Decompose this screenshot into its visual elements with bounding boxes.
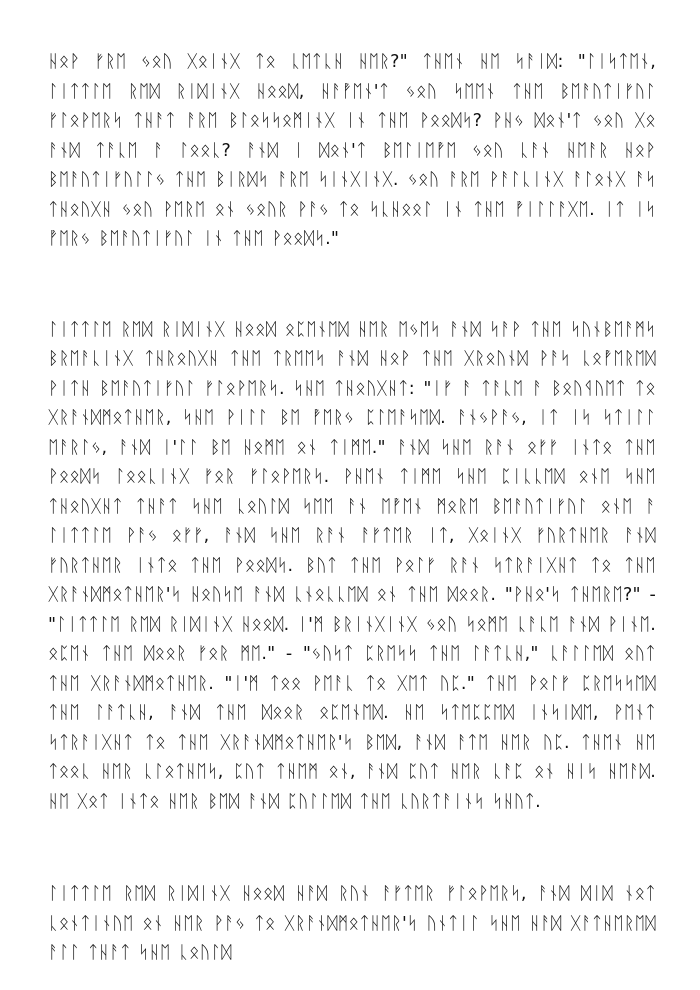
paragraph-1: ᚺᛟᚹ ᚠᚱᛖ ᛃᛟᚢ ᚷᛟᛁᚾᚷ ᛏᛟ ᚳᛖᛏᚳᚺ ᚺᛖᚱ?" ᛏᚺᛖᚾ ᚺᛖ ᛋᚨᛁᛞ: "ᛚᛁᛋᛏᛖᚾ, ᛚᛁᛏᛏᛚᛖ ᚱᛖᛞ ᚱᛁᛞᛁᚾᚷ ᚺᛟᛟᛞ, ᚺᚨᚡᛖᚾ'ᛏ ᛃᛟᚢ ᛋᛖᛖᚾ ᛏᚺᛖ ᛒᛖᚨᚢᛏᛁᚠᚢᛚ ᚠᛚᛟᚹᛖᚱᛋ ᛏᚺᚨᛏ ᚨᚱᛖ ᛒᛚᛟᛋᛋᛟᛗᛁᚾᚷ ᛁᚾ ᛏᚺᛖ ᚹᛟᛟᛞᛋ? ᚹᚺᛃ ᛞᛟᚾ'ᛏ ᛃᛟᚢ ᚷᛟ ᚨᚾᛞ ᛏᚨᚳᛖ ᚨ ᛚᛟᛟᚳ? ᚨᚾᛞ ᛁ ᛞᛟᚾ'ᛏ ᛒᛖᛚᛁᛖᚡᛖ ᛃᛟᚢ ᚳᚨᚾ ᚺᛖᚨᚱ ᚺᛟᚹ ᛒᛖᚨᚢᛏᛁᚠᚢᛚᛚᛃ ᛏᚺᛖ ᛒᛁᚱᛞᛋ ᚨᚱᛖ ᛋᛁᚾᚷᛁᚾᚷ. ᛃᛟᚢ ᚨᚱᛖ ᚹᚨᛚᚳᛁᚾᚷ ᚨᛚᛟᚾᚷ ᚨᛋ ᛏᚺᛟᚢᚷᚺ ᛃᛟᚢ ᚹᛖᚱᛖ ᛟᚾ ᛃᛟᚢᚱ ᚹᚨᛃ ᛏᛟ ᛋᚳᚺᛟᛟᛚ ᛁᚾ ᛏᚺᛖ ᚡᛁᛚᛚᚨᚷᛖ. ᛁᛏ ᛁᛋ ᚡᛖᚱᛃ ᛒᛖᚨᚢᛏᛁᚠᚢᛚ ᛁᚾ ᛏᚺᛖ ᚹᛟᛟᛞᛋ." <box>48 52 656 249</box>
paragraph-3: ᛚᛁᛏᛏᛚᛖ ᚱᛖᛞ ᚱᛁᛞᛁᚾᚷ ᚺᛟᛟᛞ ᚺᚨᛞ ᚱᚢᚾ ᚨᚠᛏᛖᚱ ᚠᛚᛟᚹᛖᚱᛋ, ᚨᚾᛞ ᛞᛁᛞ ᚾᛟᛏ ᚳᛟᚾᛏᛁᚾᚢᛖ ᛟᚾ ᚺᛖᚱ ᚹᚨᛃ ᛏᛟ ᚷᚱᚨᚾᛞᛗᛟᛏᚺᛖᚱ'ᛋ ᚢᚾᛏᛁᛚ ᛋᚺᛖ ᚺᚨᛞ ᚷᚨᛏᚺᛖᚱᛖᛞ ᚨᛚᛚ ᛏᚺᚨᛏ ᛋᚺᛖ ᚳᛟᚢᛚᛞ <box>48 884 656 963</box>
paragraph-2: ᛚᛁᛏᛏᛚᛖ ᚱᛖᛞ ᚱᛁᛞᛁᚾᚷ ᚺᛟᛟᛞ ᛟᛈᛖᚾᛖᛞ ᚺᛖᚱ ᛖᛃᛖᛋ ᚨᚾᛞ ᛋᚨᚹ ᛏᚺᛖ ᛋᚢᚾᛒᛖᚨᛗᛋ ᛒᚱᛖᚨᚳᛁᚾᚷ ᛏᚺᚱᛟᚢᚷᚺ ᛏᚺᛖ ᛏᚱᛖᛖᛋ ᚨᚾᛞ ᚺᛟᚹ ᛏᚺᛖ ᚷᚱᛟᚢᚾᛞ ᚹᚨᛋ ᚳᛟᚡᛖᚱᛖᛞ ᚹᛁᛏᚺ ᛒᛖᚨᚢᛏᛁᚠᚢᛚ ᚠᛚᛟᚹᛖᚱᛋ. ᛋᚺᛖ ᛏᚺᛟᚢᚷᚺᛏ: "ᛁᚠ ᚨ ᛏᚨᚳᛖ ᚨ ᛒᛟᚢᛩᚢᛖᛏ ᛏᛟ ᚷᚱᚨᚾᛞᛗᛟᛏᚺᛖᚱ, ᛋᚺᛖ ᚹᛁᛚᛚ ᛒᛖ ᚡᛖᚱᛃ ᛈᛚᛖᚨᛋᛖᛞ. ᚨᚾᛃᚹᚨᛃ, ᛁᛏ ᛁᛋ ᛋᛏᛁᛚᛚ ᛖᚨᚱᛚᛃ, ᚨᚾᛞ ᛁ'ᛚᛚ ᛒᛖ ᚺᛟᛗᛖ ᛟᚾ ᛏᛁᛗᛖ." ᚨᚾᛞ ᛋᚺᛖ ᚱᚨᚾ ᛟᚠᚠ ᛁᚾᛏᛟ ᛏᚺᛖ ᚹᛟᛟᛞᛋ ᛚᛟᛟᚳᛁᚾᚷ ᚠᛟᚱ ᚠᛚᛟᚹᛖᚱᛋ. ᚹᚺᛖᚾ ᛏᛁᛗᛖ ᛋᚺᛖ ᛈᛁᚳᚳᛖᛞ ᛟᚾᛖ ᛋᚺᛖ ᛏᚺᛟᚢᚷᚺᛏ ᛏᚺᚨᛏ ᛋᚺᛖ ᚳᛟᚢᛚᛞ ᛋᛖᛖ ᚨᚾ ᛖᚡᛖᚾ ᛗᛟᚱᛖ ᛒᛖᚨᚢᛏᛁᚠᚢᛚ ᛟᚾᛖ ᚨ ᛚᛁᛏᛏᛚᛖ ᚹᚨᛃ ᛟᚠᚠ, ᚨᚾᛞ ᛋᚺᛖ ᚱᚨᚾ ᚨᚠᛏᛖᚱ ᛁᛏ, ᚷᛟᛁᚾᚷ ᚠᚢᚱᛏᚺᛖᚱ ᚨᚾᛞ ᚠᚢᚱᛏᚺᛖᚱ ᛁᚾᛏᛟ ᛏᚺᛖ ᚹᛟᛟᛞᛋ. ᛒᚢᛏ ᛏᚺᛖ ᚹᛟᛚᚠ ᚱᚨᚾ ᛋᛏᚱᚨᛁᚷᚺᛏ ᛏᛟ ᛏᚺᛖ ᚷᚱᚨᚾᛞᛗᛟᛏᚺᛖᚱ'ᛋ ᚺᛟᚢᛋᛖ ᚨᚾᛞ ᚳᚾᛟᚳᚳᛖᛞ ᛟᚾ ᛏᚺᛖ ᛞᛟᛟᚱ. "ᚹᚺᛟ'ᛋ ᛏᚺᛖᚱᛖ?" - "ᛚᛁᛏᛏᛚᛖ ᚱᛖᛞ ᚱᛁᛞᛁᚾᚷ ᚺᛟᛟᛞ. ᛁ'ᛗ ᛒᚱᛁᚾᚷᛁᚾᚷ ᛃᛟᚢ ᛋᛟᛗᛖ ᚳᚨᚳᛖ ᚨᚾᛞ ᚹᛁᚾᛖ. ᛟᛈᛖᚾ ᛏᚺᛖ ᛞᛟᛟᚱ ᚠᛟᚱ ᛗᛖ." - "ᛃᚢᛋᛏ ᛈᚱᛖᛋᛋ ᛏᚺᛖ ᛚᚨᛏᚳᚺ," ᚳᚨᛚᛚᛖᛞ ᛟᚢᛏ ᛏᚺᛖ ᚷᚱᚨᚾᛞᛗᛟᛏᚺᛖᚱ. "ᛁ'ᛗ ᛏᛟᛟ ᚹᛖᚨᚳ ᛏᛟ ᚷᛖᛏ ᚢᛈ." ᛏᚺᛖ ᚹᛟᛚᚠ ᛈᚱᛖᛋᛋᛖᛞ ᛏᚺᛖ ᛚᚨᛏᚳᚺ, ᚨᚾᛞ ᛏᚺᛖ ᛞᛟᛟᚱ ᛟᛈᛖᚾᛖᛞ. ᚺᛖ ᛋᛏᛖᛈᛈᛖᛞ ᛁᚾᛋᛁᛞᛖ, ᚹᛖᚾᛏ ᛋᛏᚱᚨᛁᚷᚺᛏ ᛏᛟ ᛏᚺᛖ ᚷᚱᚨᚾᛞᛗᛟᛏᚺᛖᚱ'ᛋ ᛒᛖᛞ, ᚨᚾᛞ ᚨᛏᛖ ᚺᛖᚱ ᚢᛈ. ᛏᚺᛖᚾ ᚺᛖ ᛏᛟᛟᚳ ᚺᛖᚱ ᚳᛚᛟᛏᚺᛖᛋ, ᛈᚢᛏ ᛏᚺᛖᛗ ᛟᚾ, ᚨᚾᛞ ᛈᚢᛏ ᚺᛖᚱ ᚳᚨᛈ ᛟᚾ ᚺᛁᛋ ᚺᛖᚨᛞ. ᚺᛖ ᚷᛟᛏ ᛁᚾᛏᛟ ᚺᛖᚱ ᛒᛖᛞ ᚨᚾᛞ ᛈᚢᛚᛚᛖᛞ ᛏᚺᛖ ᚳᚢᚱᛏᚨᛁᚾᛋ ᛋᚺᚢᛏ. <box>48 319 656 812</box>
